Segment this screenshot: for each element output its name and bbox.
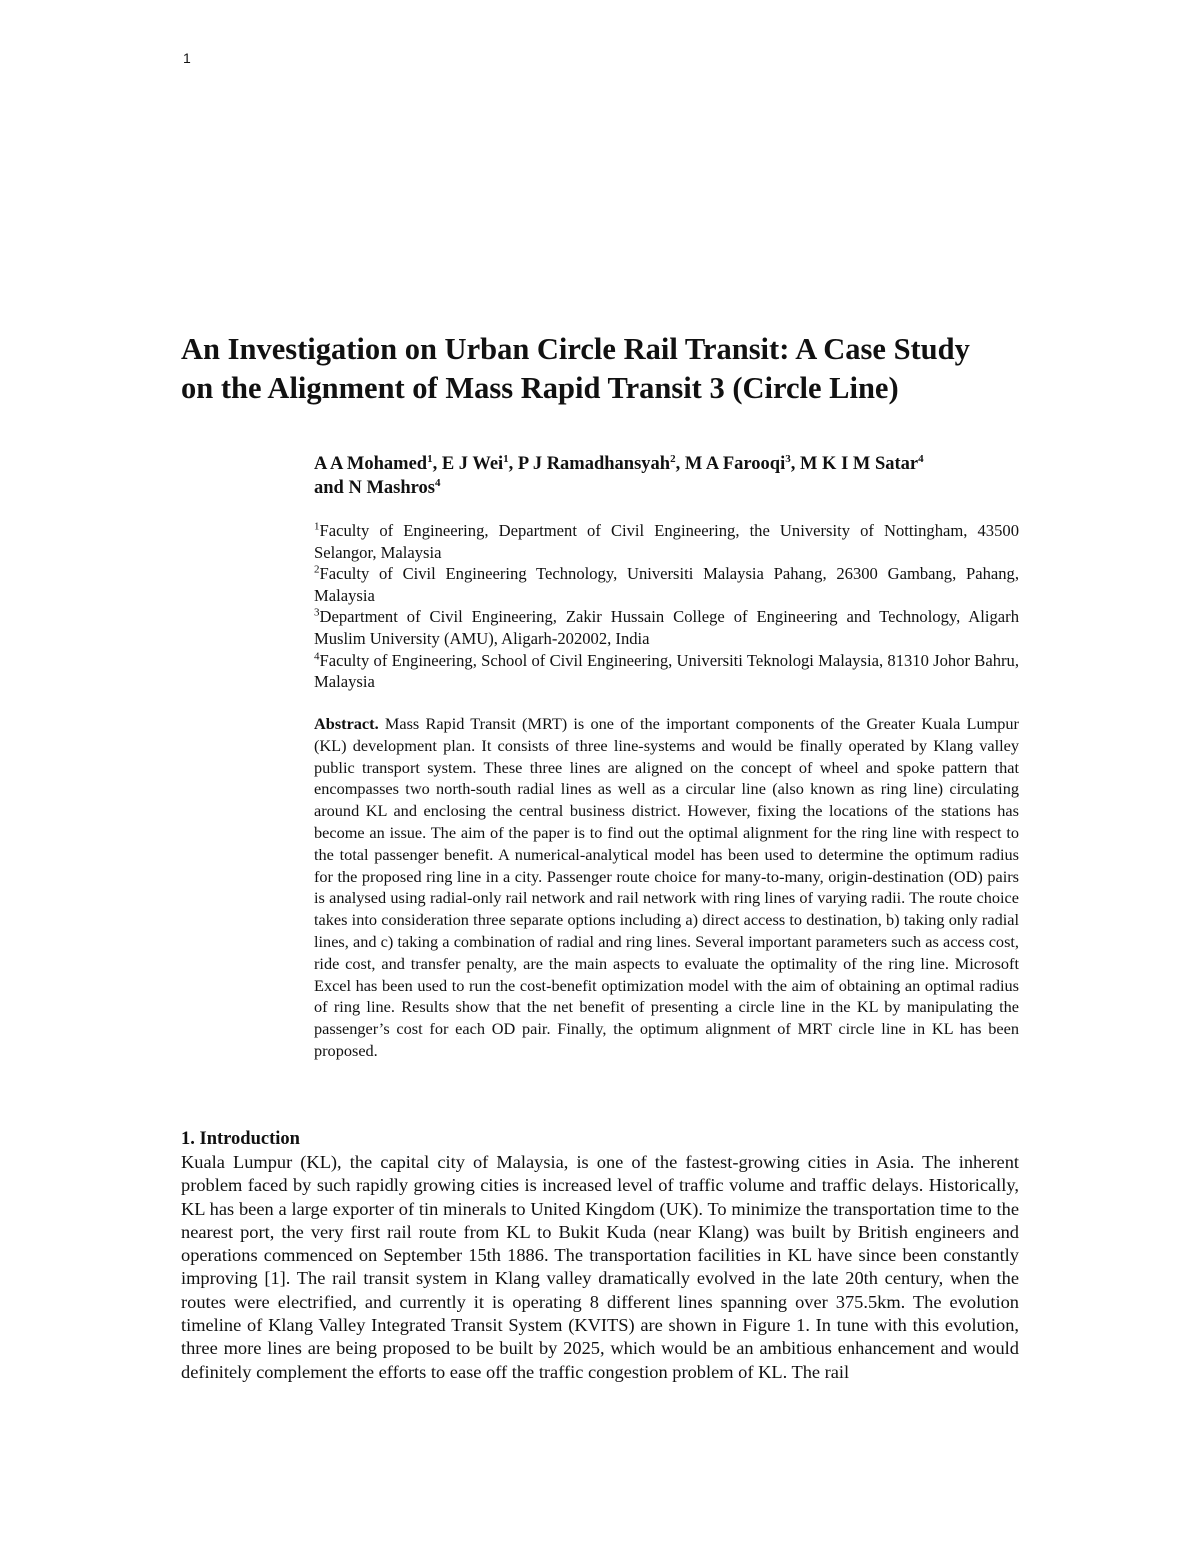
paper-title-line: An Investigation on Urban Circle Rail Transit: A Case Study [181, 332, 970, 366]
author: P J Ramadhansyah$^2$, [517, 452, 685, 474]
author: M A Farooqi$^3$, [684, 452, 800, 474]
author: A A Mohamed$^1$, [314, 452, 442, 474]
affiliation: $^2$Faculty of Civil Engineering Technology, Universiti Malaysia Pahang, 26300 Gambang, Pahang, Malaysia [314, 563, 1019, 605]
author: E J Wei$^1$, [441, 452, 518, 474]
affiliation: $^3$Department of Civil Engineering, Zakir Hussain College of Engineering and Technology, Aligarh Muslim University (AMU), Aligarh-202002, India [314, 606, 1019, 648]
author: M K I M Satar$^4$ [799, 452, 924, 474]
affiliation: $^4$Faculty of Engineering, School of Civil Engineering, Universiti Teknologi Malaysia, 81310 Johor Bahru, Malaysia [314, 650, 1019, 692]
affiliation: $^1$Faculty of Engineering, Department of Civil Engineering, the University of Nottingham, 43500 Selangor, Malaysia [314, 520, 1019, 562]
paper-title-line: on the Alignment of Mass Rapid Transit 3 (Circle Line) [181, 371, 899, 405]
section-heading-introduction: 1. Introduction [181, 1129, 300, 1149]
author-list [314, 452, 1034, 500]
affiliation-list [314, 520, 1019, 693]
abstract [314, 713, 1019, 1062]
author: and N Mashros$^4$ [314, 476, 441, 498]
introduction-text: Kuala Lumpur (KL), the capital city of Malaysia, is one of the fastest-growing cities in Asia. The inherent problem faced by such rapidly growing cities is increased level of traffic volume and traffic delays. Historically, KL has been a large exporter of tin minerals to United Kingdom (UK). To minimize the transportation time to the nearest port, the very first rail route from KL to Bukit Kuda (near Klang) was built by British engineers and operations commenced on September 15th 1886. The transportation facilities in KL have since been constantly improving [1]. The rail transit system in Klang valley dramatically evolved in the late 20th century, when the routes were electrified, and currently it is operating 8 different lines spanning over 375.5km. The evolution timeline of Klang Valley Integrated Transit System (KVITS) are shown in Figure 1. In tune with this evolution, three more lines are being proposed to be built by 2025, which would be an ambitious enhancement and would definitely complement the efforts to ease off the traffic congestion problem of KL. The rail [181, 1152, 1019, 1382]
paper-title [181, 330, 1031, 408]
abstract-label: Abstract. [314, 714, 379, 733]
abstract-text: Mass Rapid Transit (MRT) is one of the important components of the Greater Kuala Lumpur (KL) development plan. It consists of three line-systems and would be finally operated by Klang valley public transport system. These three lines are aligned on the concept of wheel and spoke pattern that encompasses two north-south radial lines as well as a circular line (also known as ring line) circulating around KL and enclosing the central business district. However, fixing the locations of the stations has become an issue. The aim of the paper is to find out the optimal alignment for the ring line with respect to the total passenger benefit. A numerical-analytical model has been used to determine the optimum radius for the proposed ring line in a city. Passenger route choice for many-to-many, origin-destination (OD) pairs is analysed using radial-only rail network and rail network with ring lines of varying radii. The route choice takes into consideration three separate options including a) direct access to destination, b) taking only radial lines, and c) taking a combination of radial and ring lines. Several important parameters such as access cost, ride cost, and transfer penalty, are the main aspects to evaluate the optimality of the ring line. Microsoft Excel has been used to run the cost-benefit optimization model with the aim of obtaining an optimal radius of ring line. Results show that the net benefit of presenting a circle line in the KL by manipulating the passenger’s cost for each OD pair. Finally, the optimum alignment of MRT circle line in KL has been proposed. [314, 714, 1019, 1060]
page-number: 1 [183, 50, 191, 66]
